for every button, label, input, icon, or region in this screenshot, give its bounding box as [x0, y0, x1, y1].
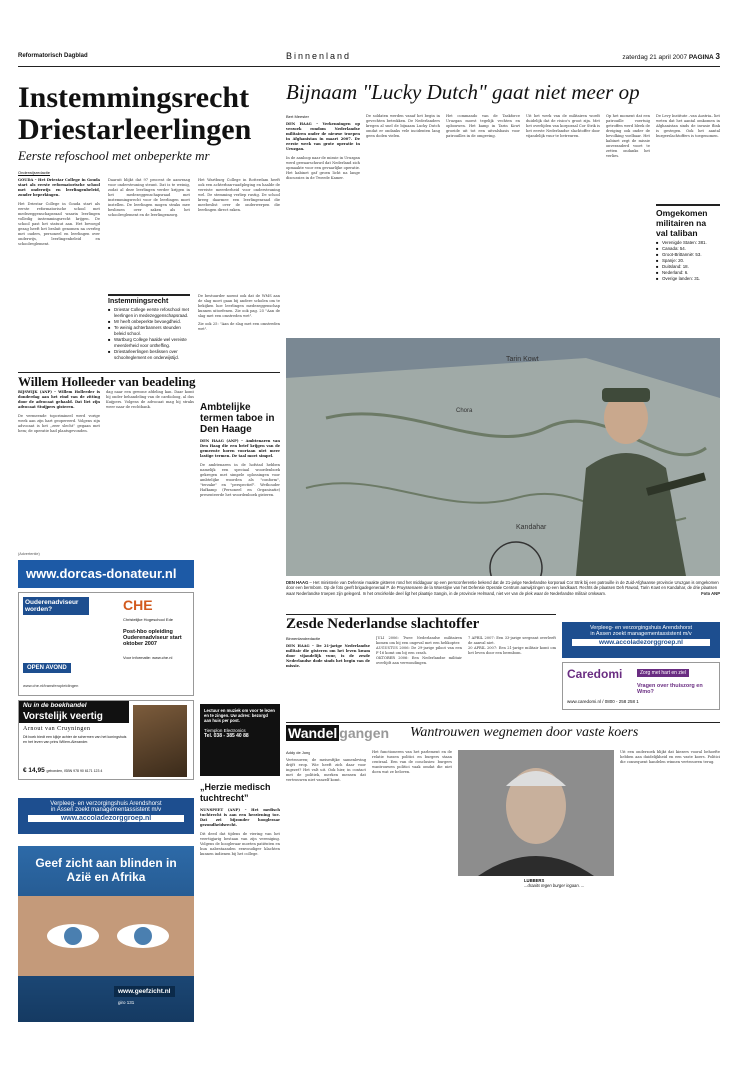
- lectuur-text: Lectuur en muziek om voor te lezen en te zingen. Uw adres: bezorgd aan huis per post.: [204, 708, 275, 724]
- caredomi-brand: Caredomi: [567, 667, 623, 681]
- lucky-byline: Bert Meester: [286, 114, 309, 119]
- refo-box-item: ■ Driestarleerlingen beslissen over schoolreglement en onderwijstijd.: [108, 349, 190, 361]
- che-text2: Voor informatie: www.che.nl: [123, 655, 173, 660]
- portrait-illustration: [458, 750, 614, 876]
- omgekomen-title: Omgekomen militairen na val taliban: [656, 208, 708, 238]
- refo-box: [108, 294, 190, 364]
- boek-author: Arnout van Cruyningen: [23, 726, 91, 732]
- dorcas-url[interactable]: www.dorcas-donateur.nl: [26, 566, 177, 581]
- dorcas-ad[interactable]: [18, 560, 194, 588]
- che-sub: Christelijke Hogeschool Ede: [123, 617, 174, 622]
- wandel-col-2: Het functioneren van het parlement en de relatie tussen politici en burgers staan centraal. Een van de conclusies: burgers wantrouwen politici vaak omdat die niet doen wat ze beloven.: [372, 750, 452, 774]
- azie-giro: giro 131: [118, 1000, 135, 1005]
- che-question: Ouderenadviseur worden?: [23, 597, 89, 615]
- omgekomen-item: ■ Duitsland: 18.: [656, 264, 720, 270]
- subhead: Eerste refoschool met onbeperkte mr: [18, 148, 210, 163]
- medisch-article: „Herzie medisch tuchtrecht” NUNSPEET (ANP) – Het medisch tuchtrecht is aan een herziening toe. Dat zei bijzonder hoogleraar gezondheidsrecht. Dit deed dat tijdens de viering van het veertigjarig bestaan van zijn vereniging. Volgens de hoogleraar moeten patiënten en hun nabestaanden eenvoudiger klachten kunnen indienen bij het college.: [200, 782, 280, 856]
- boek-title: Vorstelijk veertig: [19, 710, 129, 723]
- timeline-item: 7 APRIL 2007: Een 33-jarige sergeant overleeft de aanval niet.: [468, 636, 556, 645]
- arendshorst-line1: Verpleeg- en verzorgingshuis Arendshorst: [50, 801, 162, 807]
- arendshorst-line2: in Assen zoekt managementassistent m/v: [50, 807, 162, 813]
- headline-2: Driestarleerlingen: [18, 113, 252, 146]
- holleeder-col-2: dag naar een gewone afdeling kan. Daar komt hij onder behandeling van de cardioloog, al dus Kuijpers. Volgens de advocaat mag hij straks weer naar de rechtbank.: [106, 390, 194, 409]
- book-cover: [133, 705, 187, 777]
- masthead: [18, 50, 720, 64]
- photo-credit: Foto ANP: [701, 590, 720, 596]
- lectuur-ad[interactable]: [200, 704, 280, 776]
- lucky-col-1: DEN HAAG – Verkenningen op verzoek rondom Nederlandse militairen onder de nieuwe troepen in Afghanistan in maart 2007. De eerste week van grote operatie in Uruzgan. In de aanloop naar de missie in Uruzgan werd gewaarschuwd dat Nederland zich opmaakte voor een gevaarlijke operatie. Het kabinet gaf groen licht na lange discussies in de Tweede Kamer.: [286, 122, 360, 180]
- timeline-item: OKTOBER 2006: Een Nederlandse militair overlijdt aan verwondingen.: [376, 656, 462, 665]
- omgekomen-item: ■ Groot-Brittannië: 53.: [656, 252, 720, 258]
- section-name: Binnenland: [286, 51, 352, 61]
- paper-name: Reformatorisch Dagblad: [18, 53, 88, 59]
- ad-label: (Advertentie): [18, 552, 40, 556]
- map-label: Chora: [456, 408, 473, 414]
- arendshorst-ad[interactable]: [18, 798, 194, 834]
- omgekomen-item: ■ Spanje: 20.: [656, 258, 720, 264]
- map-photo-illustration: [286, 338, 720, 576]
- che-open-avond[interactable]: OPEN AVOND: [23, 663, 71, 673]
- caredomi-footer[interactable]: www.caredomi.nl / 0800 - 258 258 1: [567, 699, 639, 704]
- body-1: Het Driestar College in Gouda start als eerste reformatorische school met medezeggenschapsraad waarin leerlingen volledig instemmingsrecht krijgen. De school past het statuut aan. Het bevoegd gezag heeft het besluit genomen na overleg met ouders, personeel en leerlingen over onderwijs, leerlingenbeleid en schoolreglement.: [18, 202, 100, 246]
- zesde-byline: Binnenlandredactie: [286, 636, 321, 641]
- lead: GOUDA – Het Driestar College in Gouda start als eerste reformatorische school met onderwijs en leerlingenbeleid, zonder beperkingen.: [18, 178, 100, 197]
- wandel-byline: Addy de Jong: [286, 750, 311, 755]
- holleeder-col-1: RIJSWIJK (ANP) – Willem Holleeder is donderdag aan het eind van de zitting door de advocaat gehaald. Dat liet zijn advocaat Stuijpers gisteren. De vermeende topcrimineel werd vorige week aan zijn hart geopereerd. Volgens zijn advocaat is het „zeer slecht” gegaan met hem; de operatie had plaatsgevonden.: [18, 390, 100, 433]
- ambtelijke-headline: Ambtelijke termen taboe in Den Haage: [200, 402, 275, 435]
- lucky-headline: Bijnaam "Lucky Dutch" gaat niet meer op: [286, 80, 640, 104]
- body-2: Daaruit blijkt dat 97 procent de aanvraag voor ondersteuning steunt. Dat is te weinig, zodat al deze leerlingen verder krijgen in het medezeggenschapsraad met instemmingsrecht voor de leerlingen moet instellen. De leerlingen mogen straks mee beslissen over zaken als het schoolreglement en de leerlingenzorg.: [108, 178, 190, 217]
- boek-price: € 14,95 gebonden, ISBN 978 90 6171 123 4: [23, 767, 103, 774]
- holleeder-headline: Willem Holleeder van beadeling: [18, 374, 196, 389]
- arendshorst-ad-2[interactable]: Verpleeg- en verzorgingshuis Arendshorst in Assen zoekt managementassistent m/v www.accoladezorggroep.nl: [562, 622, 720, 658]
- omgekomen-item: ■ Nederland: 6.: [656, 270, 720, 276]
- zesde-col-2: [376, 636, 462, 704]
- lubbers-caption: LUBBERS ...draaits tegen burger ingaan. ...: [524, 878, 585, 888]
- lectuur-contact: Tel. 038 - 385 40 88: [204, 732, 249, 739]
- lucky-col-4: Uit het werk van de militairen wordt duidelijk dat de risico's groot zijn. Met het overlijden van korporaal Cor Strik is het eerste Nederlandse slachtoffer door vijandelijk vuur te betreuren.: [526, 114, 600, 138]
- timeline-item: AUGUSTUS 2006: De 29-jarige piloot van een F-16 komt om bij een crash.: [376, 646, 462, 655]
- lucky-col-2: De soldaten werden vanaf het begin in gevechten betrokken. De Nederlanders kregen al snel de bijnaam Lucky Dutch omdat er ondanks vele incidenten lang geen doden vielen.: [366, 114, 440, 138]
- che-footer[interactable]: www.che.nl/transferopleidingen: [23, 683, 79, 688]
- omgekomen-list: [656, 240, 720, 282]
- wandel-headline: Wantrouwen wegnemen door vaste koers: [410, 725, 639, 740]
- wandel-label: Wandel gangen: [288, 725, 390, 741]
- page-date: zaterdag 21 april 2007 PAGINA 3: [622, 52, 720, 61]
- lucky-col-5: Op het moment dat een patrouille voertuig getroffen werd bleek de dreiging ook onder de bevolking voelbaar. Het kabinet zegt de missie onveranderd voort te zetten ondanks het verlies.: [606, 114, 650, 158]
- refo-body-4: De bestuurder noemt ook dat de WMS aan de slag moet gaan bij andere scholen om te bekijken hoe leerlingen medezeggenschap kunnen uitoefenen. Zie ook pag. 25 "Aan de slag met een omstreden wet". Zie ook 25: "Aan de slag met een omstreden wet".: [198, 294, 280, 331]
- eyes-illustration: [18, 896, 194, 976]
- wandel-col-3: Uit een onderzoek blijkt dat kiezers vooral behoefte hebben aan duidelijkheid en een vaste koers. Politici die consequent handelen winnen vertrouwen terug.: [620, 750, 720, 764]
- azie-url[interactable]: www.geefzicht.nl: [114, 986, 175, 997]
- arendshorst-url-2[interactable]: www.accoladezorggroep.nl: [572, 639, 710, 646]
- body-3: Het Wartburg College in Rotterdam heeft ook een achterban-raadpleging en haalde de vereiste meerderheid voor ondersteuning wel. De stemming verliep rustig. De school kreeg daarmee een leerlingenraad die meebeslist over de onderwerpen die leerlingen direct raken.: [198, 178, 280, 212]
- byline: Onderwijsredactie: [18, 170, 51, 175]
- press-photo: [286, 338, 720, 576]
- lucky-col-6: De Levy Institute –van Austria– liet weten dat het aantal omkomen in Afghanistan sinds de invasie flink is gestegen. Ook het aantal burgerslachtoffers is toegenomen.: [656, 114, 720, 138]
- zesde-col-1: DEN HAAG – De 21-jarige Nederlandse militair die gisteren om het leven kwam door vijandelijk vuur, is de zesde Nederlandse dode sinds het begin van de missie.: [286, 644, 370, 668]
- zesde-col-3: [468, 636, 556, 704]
- lectuur-company: Tiemplon Electronics: [204, 727, 246, 733]
- che-text1: Post-hbo opleiding Ouderenadviseur start oktober 2007: [123, 629, 182, 647]
- timeline-item: JULI 2006: Twee Nederlandse militairen komen om bij een ongeval met een helikopter.: [376, 636, 462, 645]
- refo-box-item: ■ Wartburg College haalde wel vereiste meerderheid voor ontheffing.: [108, 337, 190, 349]
- refo-box-title: Instemmingsrecht: [108, 298, 169, 305]
- caredomi-question: Vragen over thuiszorg en Wmo?: [637, 683, 703, 695]
- azie-ad[interactable]: [18, 846, 194, 1022]
- lubbers-photo: [458, 750, 614, 876]
- medisch-headline: „Herzie medisch tuchtrecht”: [200, 782, 271, 803]
- azie-title: Geef zicht aan blinden in Azië en Afrika: [35, 856, 177, 884]
- refo-box-item: ■ Driestar College eerste refoschool met leerlingen in medezeggenschapsraad.: [108, 307, 190, 319]
- caredomi-ad[interactable]: [562, 662, 720, 710]
- refo-box-note: Zie ook 25: "Aan de slag met een omstreden wet".: [198, 322, 280, 331]
- map-label: Kandahar: [516, 524, 547, 531]
- boek-desc: Dit boek biedt een kijkje achter de schermen van het koningshuis en het leven van prins Willem-Alexander.: [23, 735, 127, 744]
- wandel-col-1: Vertrouwen; de meisesfijke samenleving drijft erop. Wie heeft zich daar voor ingezet? Het valt uit. Ook hier, in contact met de politiek, merken mensen dat vertrouwen niet vanzelf komt.: [286, 758, 366, 782]
- ambtelijke-article: Ambtelijke termen taboe in Den Haage DEN HAAG (ANP) – Ambtenaren van Den Haag die een brief krijgen van de gemeente horen voortaan niet meer lastige termen. De taal moet simpel. De ambtenaren in de hofstad hebben namelijk een speciaal woordenboek gekregen met simpele oplossingen voor ambtelijke woorden als "conform", "terzake" en "perspectief". Wethouder Hafkamp (Personeel en Organisatie) presenteerde het woordenboek gisteren.: [200, 402, 280, 497]
- boekhandel-ad[interactable]: [18, 700, 194, 780]
- wandel-header: [286, 722, 720, 746]
- refo-box-item: ■ Mr heeft onbeperkte bevoegdheid.: [108, 319, 190, 325]
- omgekomen-item: ■ Verenigde Staten: 381.: [656, 240, 720, 246]
- lucky-col-3: Het commando van de Taskforce Uruzgan moest tegelijk vechten en opbouwen. Het kamp in Tarin Kowt groeide uit tot een uitvalsbasis voor patrouilles in de omgeving.: [446, 114, 520, 138]
- omgekomen-box: [656, 204, 720, 290]
- timeline-item: 20 APRIL 2007: Een 21-jarige militair komt om het leven door een bermbom.: [468, 646, 556, 655]
- map-label: Tarin Kowt: [506, 356, 539, 363]
- boek-kicker: Nu in de boekhandel: [19, 701, 129, 710]
- photo-caption: DEN HAAG – Het ministerie van Defensie maakte gisteren rond het middaguur op een persconferentie bekend dat de 21-jarige Nederlandse korporaal Cor Strik bij een patrouille in de Zuid-Afghaanse provincie Uruzgan is omgekomen door een bermbom. Op de foto geeft brigadegeneraal P. de Pruyssenaere de la Woestijne van het Defensie Operatie Centrum aanwijzingen op een landkaart. Rechts de plaatsen Deh Rawod, Tarin Kowt en Kandahar, de drie plaatsen waar Nederlandse troepen zijn gelegerd. In het omcirkelde deel ligt het plaatsje Sangin, in de provincie Helmand, niet ver van de plek waar de Nederlandse militair omkwam. Foto ANP: [286, 580, 720, 596]
- zesde-headline: Zesde Nederlandse slachtoffer: [286, 616, 480, 632]
- caption-label: DEN HAAG: [286, 580, 309, 585]
- che-ad[interactable]: [18, 592, 194, 696]
- che-brand: CHE: [123, 597, 153, 613]
- headline-1: Instemmingsrecht: [18, 82, 250, 114]
- lucky-lead: DEN HAAG – Verkenningen op verzoek rondom Nederlandse militairen onder de nieuwe troepen in Afghanistan in maart 2007. De eerste week van grote operatie in Uruzgan.: [286, 122, 360, 151]
- refo-box-item: ■ Te weinig achterbanners steunden beleid school.: [108, 325, 190, 337]
- caredomi-tagline: Zorg met hart en ziel: [637, 669, 689, 677]
- omgekomen-item: ■ Canada: 54.: [656, 246, 720, 252]
- refo-box-list: [108, 307, 190, 361]
- omgekomen-item: ■ Overige landen: 31.: [656, 276, 720, 282]
- arendshorst-url[interactable]: www.accoladezorggroep.nl: [28, 815, 184, 822]
